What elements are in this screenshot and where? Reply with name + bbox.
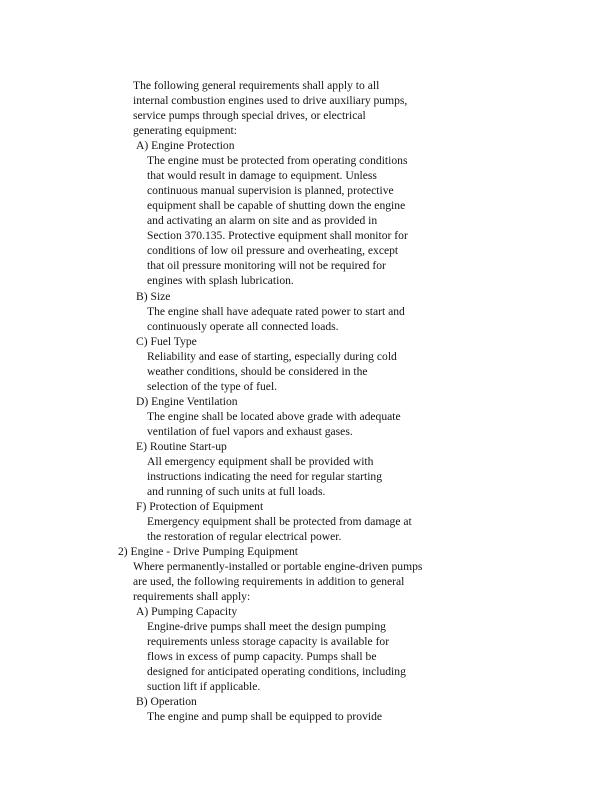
- body-line: selection of the type of fuel.: [147, 380, 278, 393]
- subsection-heading: A) Engine Protection: [136, 139, 235, 152]
- body-line: instructions indicating the need for regular starting: [147, 470, 383, 483]
- subsection-heading: E) Routine Start-up: [136, 440, 227, 453]
- body-line: flows in excess of pump capacity. Pumps shall be: [147, 650, 377, 663]
- body-line: continuously operate all connected loads.: [147, 320, 339, 333]
- subsection-heading: A) Pumping Capacity: [136, 605, 238, 618]
- intro-line: are used, the following requirements in addition to general: [133, 575, 405, 588]
- intro-line: service pumps through special drives, or electrical: [133, 109, 366, 122]
- intro-line: requirements shall apply:: [133, 590, 251, 603]
- body-line: The engine shall be located above grade with adequate: [147, 410, 401, 423]
- body-line: that would result in damage to equipment. Unless: [147, 169, 377, 182]
- intro-line: generating equipment:: [133, 124, 237, 137]
- body-line: Emergency equipment shall be protected from damage at: [147, 515, 412, 528]
- body-line: designed for anticipated operating conditions, including: [147, 665, 406, 678]
- intro-line: internal combustion engines used to drive auxiliary pumps,: [133, 94, 408, 107]
- body-line: engines with splash lubrication.: [147, 274, 294, 287]
- body-line: suction lift if applicable.: [147, 680, 261, 693]
- body-line: equipment shall be capable of shutting down the engine: [147, 199, 406, 212]
- body-line: and running of such units at full loads.: [147, 485, 326, 498]
- body-line: weather conditions, should be considered in the: [147, 365, 368, 378]
- body-line: continuous manual supervision is planned, protective: [147, 184, 394, 197]
- subsection-heading: B) Size: [136, 290, 171, 303]
- subsection-heading: C) Fuel Type: [136, 335, 197, 348]
- body-line: that oil pressure monitoring will not be required for: [147, 259, 386, 272]
- body-line: Section 370.135. Protective equipment shall monitor for: [147, 229, 408, 242]
- subsection-heading: F) Protection of Equipment: [136, 500, 264, 513]
- intro-line: The following general requirements shall apply to all: [133, 79, 380, 92]
- body-line: conditions of low oil pressure and overheating, except: [147, 244, 399, 257]
- body-line: and activating an alarm on site and as provided in: [147, 214, 378, 227]
- body-line: requirements unless storage capacity is available for: [147, 635, 390, 648]
- section-heading: 2) Engine - Drive Pumping Equipment: [118, 545, 298, 558]
- body-line: The engine shall have adequate rated power to start and: [147, 305, 405, 318]
- body-line: Reliability and ease of starting, especially during cold: [147, 350, 397, 363]
- body-line: the restoration of regular electrical power.: [147, 530, 342, 543]
- body-line: All emergency equipment shall be provided with: [147, 455, 374, 468]
- body-line: ventilation of fuel vapors and exhaust gases.: [147, 425, 353, 438]
- subsection-heading: B) Operation: [136, 695, 197, 708]
- subsection-heading: D) Engine Ventilation: [136, 395, 238, 408]
- body-line: The engine and pump shall be equipped to provide: [147, 710, 383, 723]
- body-line: The engine must be protected from operating conditions: [147, 154, 408, 167]
- body-line: Engine-drive pumps shall meet the design pumping: [147, 620, 386, 633]
- intro-line: Where permanently-installed or portable engine-driven pumps: [133, 560, 423, 573]
